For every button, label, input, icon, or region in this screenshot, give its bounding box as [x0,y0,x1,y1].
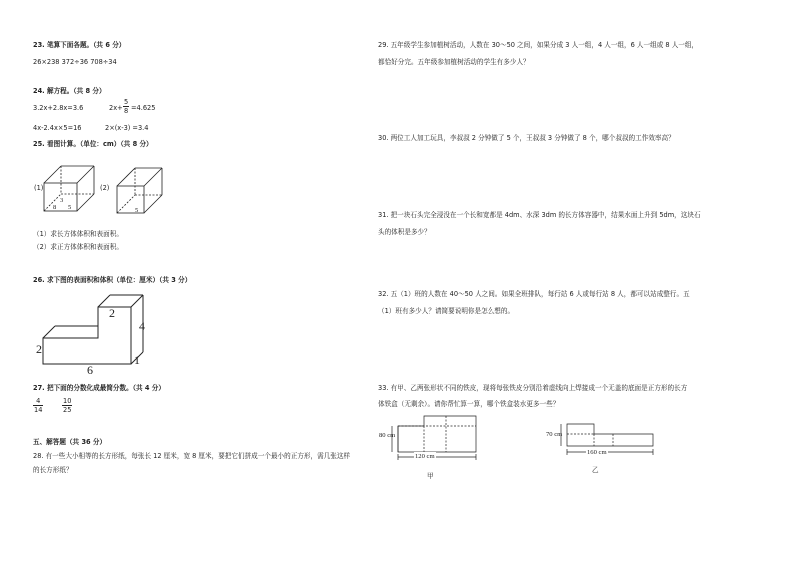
q33-fig1-caption: 甲 [427,472,434,480]
q24-eq3: 4x-2.4x×5=16 [33,124,82,132]
cube-2 [117,168,162,213]
q24-eq4: 2×(x-3) =3.4 [105,124,149,132]
q28-line1: 28. 有一些大小相等的长方形纸，每张长 12 厘米，宽 8 厘米，要把它们拼成一个最小的正方形，需几张这样 [33,452,351,460]
l-shaped-prism [43,295,143,364]
q29-line2: 都恰好分完。五年级参加植树活动的学生有多少人？ [378,58,530,66]
q25-dim-height: 3 [60,197,64,204]
q32-line2: （1）班有多少人？请简要说明你是怎么想的。 [378,307,515,315]
q25-dim-width: 5 [68,204,72,211]
q26-title: 26. 求下图的表面积和体积（单位：厘米）（共 3 分） [33,276,192,284]
q24-eq2-suffix: =4.625 [131,104,156,112]
q27-fraction-1-den: 14 [34,406,43,414]
q25-label-2: (2) [100,184,110,192]
q27-fraction-1-num: 4 [33,397,43,406]
q30-line1: 30. 两位工人加工玩具，李叔叔 2 分钟做了 5 个，王叔叔 3 分钟做了 8 个，哪个叔叔的工作效率高？ [378,134,675,142]
q33-fig2-caption: 乙 [592,466,599,474]
q25-label-1: (1) [34,184,44,192]
q23-expressions: 26×238 372÷36 708÷34 [33,58,117,66]
q24-eq1: 3.2x+2.8x=3.6 [33,104,84,112]
q26-dim-top: 2 [109,306,115,320]
q26-dim-bottom: 6 [87,363,93,377]
q33-line2: 体铁盒（无剩余）。请你帮忙算一算，哪个铁盒装水更多一些？ [378,400,560,408]
q27-fraction-2 [62,397,72,414]
q24-eq2-numerator: 5 [124,98,129,106]
q24-title: 24. 解方程。（共 8 分） [33,87,106,95]
q25-sub1: （1）求长方体体积和表面积。 [33,230,123,238]
q33-fig1-width: 120 cm [415,453,435,460]
q25-title: 25. 看图计算。（单位：cm）（共 8 分） [33,140,153,148]
q33-fig2-width: 160 cm [587,449,607,456]
q33-line1: 33. 有甲、乙两张形状不同的铁皮，现将每张铁皮分别沿着虚线向上焊接成一个无盖的底面是正方形的长方 [378,384,688,392]
q25-dim-length: 8 [53,204,57,211]
q27-fraction-1 [33,397,43,414]
section-5-heading: 五、解答题（共 36 分） [33,438,107,446]
q31-line1: 31. 把一块石头完全浸没在一个长和宽都是 4dm、水深 3dm 的长方体容器中，结果水面上升到 5dm，这块石 [378,211,701,219]
q26-dim-left: 2 [36,342,42,356]
q33-fig2-height: 70 cm [546,431,563,438]
q27-fraction-2-num: 10 [63,397,72,405]
q32-line1: 32. 五（1）班的人数在 40～50 人之间。如果全班排队，每行站 6 人或每行站 8 人，都可以站成整行。五 [378,290,690,298]
q24-eq2-denominator: 8 [124,107,129,115]
q25-cube-edge: 5 [135,207,139,214]
q26-dim-right: 4 [139,319,145,333]
q25-sub2: （2）求正方体体积和表面积。 [33,243,123,251]
q33-fig1-height: 80 cm [379,432,396,439]
q29-line1: 29. 五年级学生参加植树活动，人数在 30～50 之间，如果分成 3 人一组，4 人一组，6 人一组或 8 人一组， [378,41,699,49]
q26-dim-depth: 1 [134,353,140,367]
q27-fraction-2-den: 25 [63,406,72,414]
q24-eq2-prefix: 2x+ [109,104,123,112]
q27-title: 27. 把下面的分数化成最简分数。（共 4 分） [33,384,165,392]
q31-line2: 头的体积是多少？ [378,228,431,236]
q28-line2: 的长方形纸？ [33,466,73,474]
q23-title: 23. 笔算下面各题。（共 6 分） [33,41,126,49]
